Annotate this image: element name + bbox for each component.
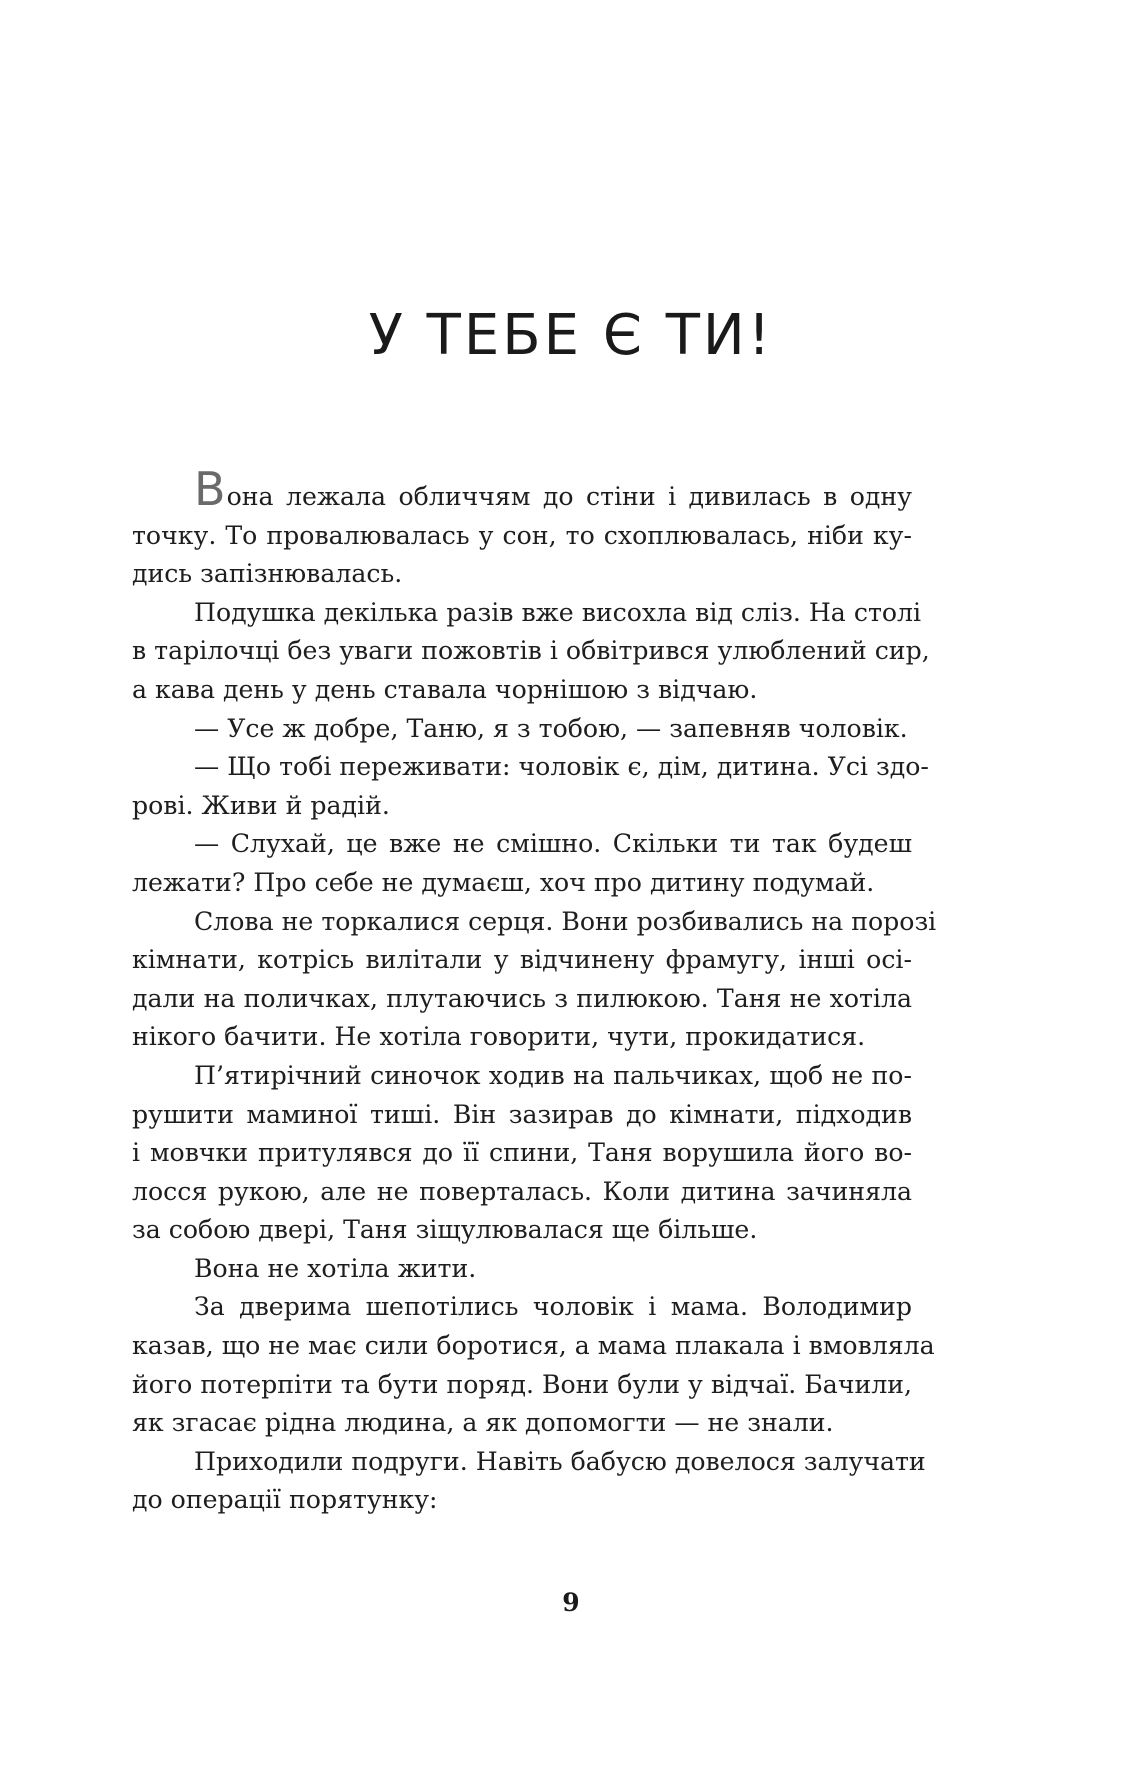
paragraph bbox=[132, 1288, 935, 1442]
line-text: і мовчки притулявся до її спини, Таня ворушила його во- bbox=[132, 1138, 912, 1168]
text-line bbox=[132, 825, 912, 864]
text-line bbox=[132, 1211, 912, 1250]
text-line bbox=[132, 555, 912, 594]
line-text: — Слухай, це вже не смішно. Скільки ти так будеш bbox=[194, 829, 912, 859]
line-text: лежати? Про себе не думаєш, хоч про дитину подумай. bbox=[132, 867, 875, 897]
line-text: Слова не торкалися серця. Вони розбивались на порозі bbox=[194, 906, 937, 936]
line-text: За дверима шепотілись чоловік і мама. Володимир bbox=[194, 1292, 912, 1322]
line-text: Вона не хотіла жити. bbox=[194, 1253, 477, 1283]
text-line bbox=[132, 1018, 912, 1057]
text-line bbox=[132, 594, 922, 633]
text-line bbox=[132, 1366, 912, 1405]
line-text: рушити маминої тиші. Він зазирав до кімнати, підходив bbox=[132, 1099, 912, 1129]
text-line bbox=[132, 1057, 912, 1096]
line-text: дали на поличках, плутаючись з пилюкою. Таня не хотіла bbox=[132, 983, 912, 1013]
page-number: 9 bbox=[562, 1588, 580, 1617]
line-text: — Усе ж добре, Таню, я з тобою, — запевняв чоловік. bbox=[194, 713, 908, 743]
text-line bbox=[132, 671, 912, 710]
text-line bbox=[132, 1327, 935, 1366]
text-line bbox=[132, 980, 912, 1019]
line-text: дись запізнювалась. bbox=[132, 559, 403, 589]
chapter-body bbox=[132, 462, 937, 1520]
line-text: Приходили подруги. Навіть бабусю довелося залучати bbox=[194, 1446, 926, 1476]
text-line bbox=[132, 1250, 912, 1289]
line-text: за собою двері, Таня зіщулювалася ще більше. bbox=[132, 1215, 758, 1245]
line-text: П’ятирічний синочок ходив на пальчиках, щоб не по- bbox=[194, 1060, 912, 1090]
text-line bbox=[132, 787, 912, 826]
paragraph bbox=[132, 1250, 912, 1289]
drop-cap: В bbox=[194, 462, 226, 516]
paragraph bbox=[132, 748, 929, 825]
text-line bbox=[132, 941, 912, 980]
text-line bbox=[132, 1288, 912, 1327]
line-text: а кава день у день ставала чорнішою з відчаю. bbox=[132, 674, 758, 704]
line-text: як згасає рідна людина, а як допомогти — не знали. bbox=[132, 1408, 834, 1438]
paragraph bbox=[132, 1443, 926, 1520]
line-text: точку. То провалювалась у сон, то схоплювалась, ніби ку- bbox=[132, 520, 912, 550]
text-line bbox=[132, 632, 930, 671]
line-text: казав, що не має сили боротися, а мама плакала і вмовляла bbox=[132, 1331, 935, 1361]
line-text: кімнати, котрісь вилітали у відчинену фрамугу, інші осі- bbox=[132, 945, 912, 975]
text-line bbox=[132, 462, 912, 517]
text-line bbox=[132, 1481, 912, 1520]
text-line bbox=[132, 1173, 912, 1212]
line-text: — Що тобі переживати: чоловік є, дім, дитина. Усі здо- bbox=[194, 752, 929, 782]
line-text: в тарілочці без уваги пожовтів і обвітрився улюблений сир, bbox=[132, 636, 930, 666]
text-line bbox=[132, 1443, 926, 1482]
paragraph bbox=[132, 903, 937, 1057]
paragraph bbox=[132, 462, 912, 594]
text-line bbox=[132, 1096, 912, 1135]
paragraph bbox=[132, 710, 912, 749]
line-text: нікого бачити. Не хотіла говорити, чути, прокидатися. bbox=[132, 1022, 866, 1052]
text-line bbox=[132, 1134, 912, 1173]
text-line bbox=[132, 864, 912, 903]
line-text: рові. Живи й радій. bbox=[132, 790, 390, 820]
line-text: до операції порятунку: bbox=[132, 1485, 438, 1515]
text-line bbox=[132, 517, 912, 556]
paragraph bbox=[132, 594, 930, 710]
text-line bbox=[132, 903, 937, 942]
chapter-title: У ТЕБЕ Є ТИ! bbox=[368, 303, 774, 368]
line-text: она лежала обличчям до стіни і дивилась в одну bbox=[226, 482, 912, 511]
paragraph bbox=[132, 825, 912, 902]
line-text: його потерпіти та бути поряд. Вони були у відчаї. Бачили, bbox=[132, 1369, 913, 1399]
paragraph bbox=[132, 1057, 912, 1250]
line-text: лосся рукою, але не поверталась. Коли дитина зачиняла bbox=[132, 1176, 912, 1206]
text-line bbox=[132, 748, 929, 787]
text-line bbox=[132, 1404, 912, 1443]
line-text: Подушка декілька разів вже висохла від сліз. На столі bbox=[194, 597, 922, 627]
text-line bbox=[132, 710, 912, 749]
